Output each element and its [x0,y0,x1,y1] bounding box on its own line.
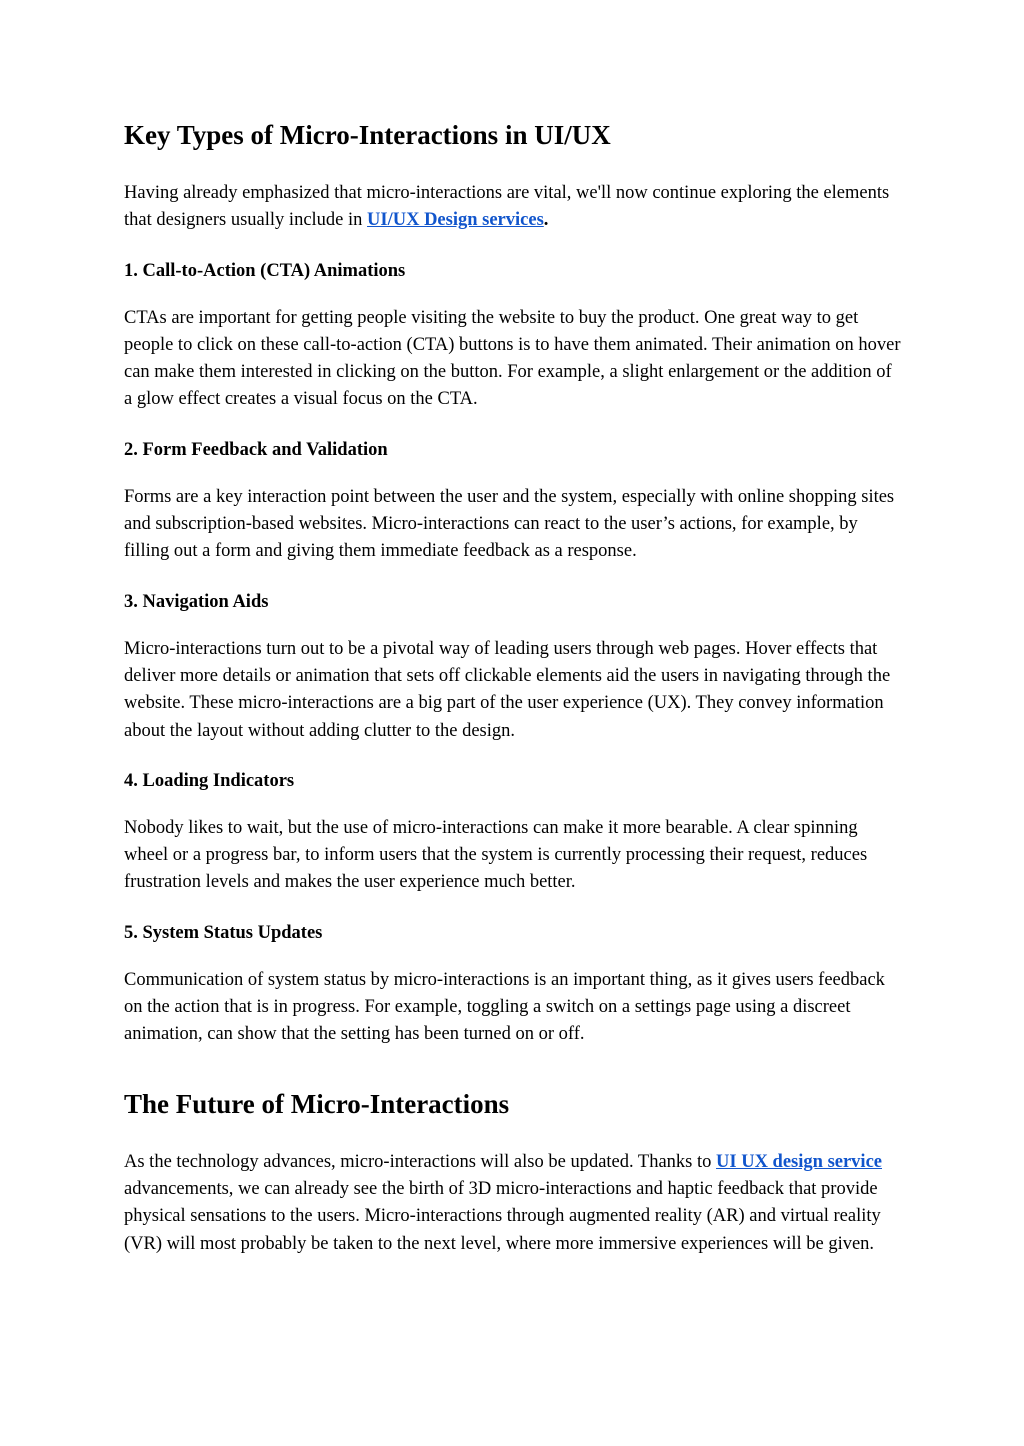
paragraph-form-feedback: Forms are a key interaction point between the user and the system, especially with online shopping sites and subscription-based websites. Micro-interactions can react to the user’s actions, for example, by filling out a form and giving them immediate feedback as a response. [124,486,895,562]
heading-navigation-aids: 3. Navigation Aids [124,591,269,612]
heading-loading-indicators: 4. Loading Indicators [124,770,295,791]
heading-system-status: 5. System Status Updates [124,922,323,943]
section-title-future: The Future of Micro-Interactions [124,1088,510,1119]
future-text-before: As the technology advances, micro-interactions will also be updated. Thanks to [124,1151,717,1172]
intro-text: Having already emphasized that micro-interactions are vital, we'll now continue exploring the elements that designers usually include in [124,183,890,231]
heading-form-feedback: 2. Form Feedback and Validation [124,439,388,460]
section-title-key-types: Key Types of Micro-Interactions in UI/UX [124,120,611,150]
paragraph-system-status: Communication of system status by micro-interactions is an important thing, as it gives users feedback on the action that is in progress. For example, toggling a switch on a settings page using a discreet animation, can show that the setting has been turned on or off. [124,969,885,1045]
heading-cta-animations: 1. Call-to-Action (CTA) Animations [124,260,406,281]
future-text-after: advancements, we can already see the birth of 3D micro-interactions and haptic feedback that provide physical sensations to the users. Micro-interactions through augmented reality (AR) and virtual reality (VR) will most probably be taken to the next level, where more immersive experiences will be given. [124,1178,881,1254]
ui-ux-design-service-link[interactable]: UI UX design service [716,1151,882,1172]
paragraph-future [124,1149,904,1258]
paragraph-cta-animations: CTAs are important for getting people visiting the website to buy the product. One great way to get people to click on these call-to-action (CTA) buttons is to have them animated. Their animation on hover can make them interested in clicking on the button. For example, a slight enlargement or the addition of a glow effect creates a visual focus on the CTA. [124,307,901,410]
paragraph-loading-indicators: Nobody likes to wait, but the use of micro-interactions can make it more bearable. A clear spinning wheel or a progress bar, to inform users that the system is currently processing their request, reduces frustration levels and makes the user experience much better. [124,817,868,893]
document-page [124,118,904,1258]
uiux-design-services-link[interactable]: UI/UX Design services [367,210,544,231]
intro-paragraph [124,180,904,235]
intro-period: . [543,210,549,231]
paragraph-navigation-aids: Micro-interactions turn out to be a pivotal way of leading users through web pages. Hover effects that deliver more details or animation that sets off clickable elements aid the users in navigating through the website. These micro-interactions are a big part of the user experience (UX). They convey information about the layout without adding clutter to the design. [124,638,891,741]
